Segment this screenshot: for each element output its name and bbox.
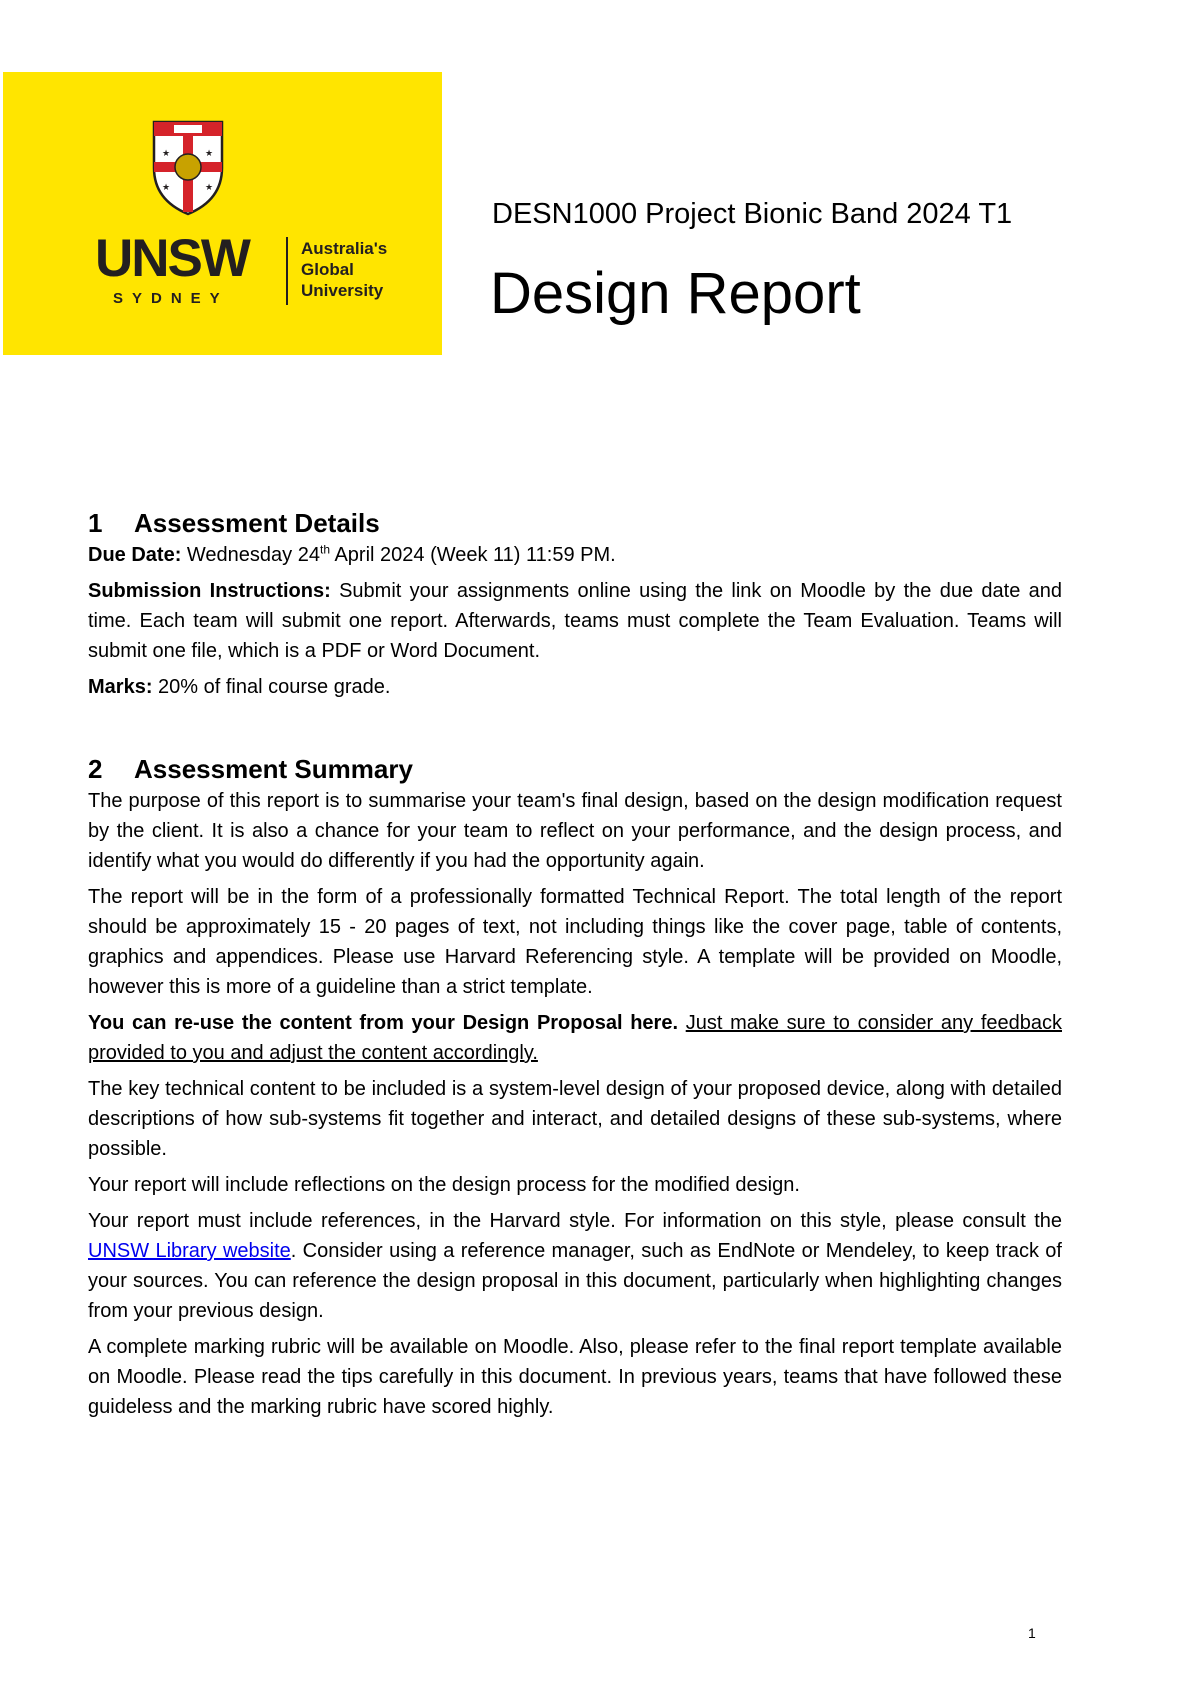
unsw-wordmark: UNSW (95, 229, 249, 288)
page-number: 1 (1028, 1625, 1036, 1641)
svg-text:★: ★ (205, 183, 214, 193)
section-heading (88, 506, 1062, 540)
svg-text:★: ★ (162, 149, 171, 159)
section-heading (88, 752, 1062, 786)
summary-paragraph: The report will be in the form of a professionally formatted Technical Report. The total length of the report should be approximately 15 - 20 pages of text, not including things like the cover page, table of contents, graphics and appendices. Please use Harvard Referencing style. A template will be provided on Moodle, however this is more of a guideline than a strict template. (88, 886, 1062, 998)
svg-text:★: ★ (162, 183, 171, 193)
due-date-text-end: April 2024 (Week 11) 11:59 PM. (330, 544, 616, 566)
submission-text: Submit your assignments online using the link on Moodle by the due date and time. Each team will submit one report. Afterwards, teams must complete the Team Evaluation. Teams will submit one file, which is a PDF or Word Document. (88, 580, 1062, 662)
doc-subtitle: DESN1000 Project Bionic Band 2024 T1 (492, 198, 1013, 230)
logo-tagline (301, 238, 387, 301)
bold-note: You can re-use the content from your Design Proposal here. (88, 1012, 679, 1034)
due-date (88, 540, 1062, 570)
due-date-text: Wednesday 24 (181, 544, 320, 566)
summary-paragraph (88, 1206, 1062, 1326)
doc-title: Design Report (490, 261, 861, 326)
summary-paragraph (88, 1008, 1062, 1068)
tagline-line: Global (301, 260, 354, 279)
summary-paragraph: The purpose of this report is to summarise your team's final design, based on the design modification request by the client. It is also a chance for your team to reflect on your performance, and the design process, and identify what you would do differently if you had the opportunity again. (88, 790, 1062, 872)
submission-instructions (88, 576, 1062, 666)
marks-text: 20% of final course grade. (152, 676, 391, 698)
references-text-end: . Consider using a reference manager, such as EndNote or Mendeley, to keep track of your sources. You can reference the design proposal in this document, particularly when highlighting changes from your previous design. (88, 1240, 1062, 1322)
unsw-library-link[interactable]: UNSW Library website (88, 1240, 291, 1262)
marks (88, 672, 1062, 702)
tagline-line: University (301, 281, 384, 300)
section-number: 1 (88, 508, 103, 538)
summary-paragraph: The key technical content to be included is a system-level design of your proposed device, along with detailed descriptions of how sub-systems fit together and interact, and detailed designs of these sub-systems, where possible. (88, 1078, 1062, 1160)
summary-paragraph: Your report will include reflections on the design process for the modified design. (88, 1174, 800, 1196)
due-date-sup: th (319, 542, 330, 557)
section-title: Assessment Details (134, 508, 380, 538)
due-date-label: Due Date: (88, 544, 182, 566)
summary-paragraph: A complete marking rubric will be available on Moodle. Also, please refer to the final report template available on Moodle. Please read the tips carefully in this document. In previous years, teams that have followed these guideless and the marking rubric have scored highly. (88, 1336, 1062, 1418)
references-text: Your report must include references, in the Harvard style. For information on this style, please consult the (88, 1210, 1062, 1232)
unsw-sydney-label: SYDNEY (113, 290, 229, 307)
section-number: 2 (88, 754, 103, 784)
unsw-crest-icon (148, 118, 228, 218)
section-title: Assessment Summary (134, 754, 413, 784)
tagline-line: Australia's (301, 239, 388, 258)
svg-text:★: ★ (205, 149, 214, 159)
section-assessment-summary (88, 752, 1062, 1428)
section-assessment-details (88, 506, 1062, 708)
underlined-note: Just make sure to consider any feedback provided to you and adjust the content accordingly. (88, 1012, 1062, 1064)
unsw-logo (3, 72, 442, 355)
submission-label: Submission Instructions: (88, 580, 331, 602)
logo-divider (286, 237, 288, 305)
spacer (678, 1012, 686, 1034)
marks-label: Marks: (88, 676, 153, 698)
